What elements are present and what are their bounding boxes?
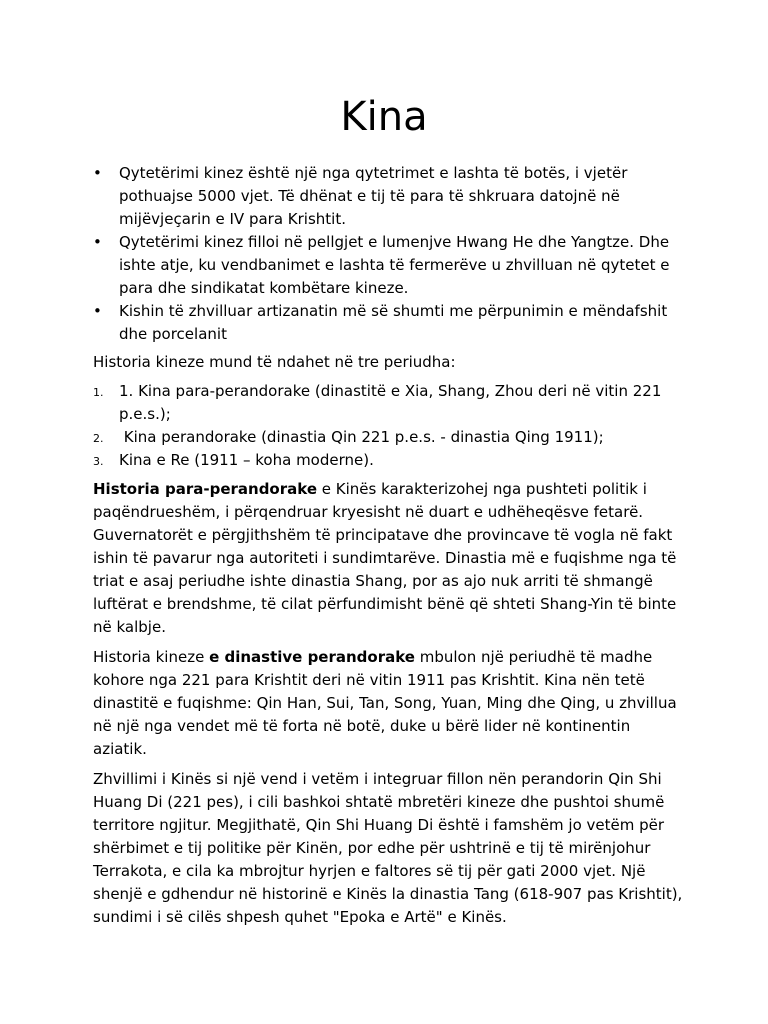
- periods-list: [93, 380, 683, 472]
- paragraph-imperial: [93, 646, 683, 761]
- bullet-item: [93, 162, 683, 231]
- period-item: [93, 426, 683, 449]
- bullet-text: Kishin të zhvilluar artizanatin më së shumti me përpunimin e mëndafshit dhe porcelanit: [119, 302, 668, 343]
- paragraph-text: mbulon një periudhë të madhe kohore nga 221 para Krishtit deri në vitin 1911 pas Krishtit. Kina nën tetë dinastitë e fuqishme: Qin Han, Sui, Tan, Song, Yuan, Ming dhe Qing, u zhvillua në një nga vendet më të forta në botë, duke u bërë lider në kontinentin aziatik.: [93, 648, 677, 758]
- paragraph-bold-term: e dinastive perandorake: [209, 648, 415, 666]
- document-body: [93, 162, 683, 936]
- paragraph-bold-term: Historia para-perandorake: [93, 480, 318, 498]
- period-item: [93, 449, 683, 472]
- period-text: Kina perandorake (dinastia Qin 221 p.e.s. - dinastia Qing 1911);: [119, 428, 604, 446]
- bullet-marker: •: [93, 233, 102, 251]
- period-number: 1.: [93, 386, 104, 399]
- paragraph-text: Historia kineze: [93, 648, 210, 666]
- bullet-list: [93, 162, 683, 346]
- period-text: Kina e Re (1911 – koha moderne).: [119, 451, 374, 469]
- period-number: 2.: [93, 432, 104, 445]
- bullet-text: Qytetërimi kinez është një nga qytetrimet e lashta të botës, i vjetër pothuajse 5000 vjet. Të dhënat e tij të para të shkruara datojnë në mijëvjeçarin e IV para Krishtit.: [119, 164, 628, 228]
- bullet-item: [93, 300, 683, 346]
- paragraph-qin: Zhvillimi i Kinës si një vend i vetëm i integruar fillon nën perandorin Qin Shi Huang Di (221 pes), i cili bashkoi shtatë mbretëri kineze dhe pushtoi shumë territore ngjitur. Megjithatë, Qin Shi Huang Di është i famshëm jo vetëm për shërbimet e tij politike për Kinën, por edhe për ushtrinë e tij të mirënjohur Terrakota, e cila ka mbrojtur hyrjen e faltores së tij për gati 2000 vjet. Një shenjë e gdhendur në historinë e Kinës la dinastia Tang (618-907 pas Krishtit), sundimi i së cilës shpesh quhet "Epoka e Artë" e Kinës.: [93, 770, 683, 926]
- bullet-text: Qytetërimi kinez filloi në pellgjet e lumenjve Hwang He dhe Yangtze. Dhe ishte atje, ku vendbanimet e lashta të fermerëve u zhvilluan në qytetet e para dhe sindikatat kombëtare kineze.: [119, 233, 670, 297]
- bullet-marker: •: [93, 302, 102, 320]
- period-item: [93, 380, 683, 426]
- period-number: 3.: [93, 455, 104, 468]
- paragraph-pre-imperial: [93, 478, 683, 639]
- paragraph-text: e Kinës karakterizohej nga pushteti politik i paqëndrueshëm, i përqendruar kryesisht në duart e udhëheqësve fetarë. Guvernatorët e përgjithshëm të principatave dhe provincave të vogla në fakt ishin të pavarur nga autoriteti i sundimtarëve. Dinastia më e fuqishme nga të triat e asaj periudhe ishte dinastia Shang, por as ajo nuk arriti të shmangë luftërat e brendshme, të cilat përfundimisht bënë që shteti Shang-Yin të binte në kalbje.: [93, 480, 677, 636]
- page-title: Kina: [340, 94, 428, 140]
- period-text: 1. Kina para-perandorake (dinastitë e Xia, Shang, Zhou deri në vitin 221 p.e.s.);: [119, 382, 662, 423]
- bullet-marker: •: [93, 164, 102, 182]
- bullet-item: [93, 231, 683, 300]
- intro-paragraph: Historia kineze mund të ndahet në tre periudha:: [93, 353, 456, 371]
